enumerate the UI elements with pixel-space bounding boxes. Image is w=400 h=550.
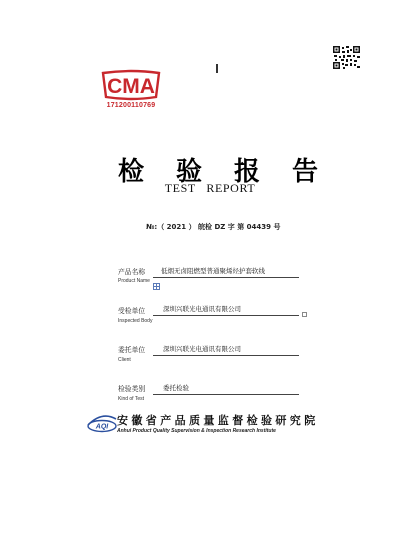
product-name-label-en: Product Name [118, 278, 150, 284]
report-title-english: TEST REPORT [164, 181, 256, 195]
inspected-body-label: 受检单位 [118, 307, 146, 315]
test-kind-underline [153, 394, 299, 395]
qr-code-icon [333, 46, 360, 69]
title-char: 告 [291, 157, 318, 187]
title-char: 报 [233, 157, 260, 187]
title-char: 验 [175, 157, 202, 187]
aqi-logo-text: AQI [95, 423, 109, 431]
cma-logo-text: CMA [107, 75, 155, 98]
product-name-underline [153, 277, 299, 278]
page-mark [216, 64, 218, 73]
inspected-body-label-en: Inspected Body [118, 318, 153, 324]
field-marker [302, 312, 307, 317]
test-kind-value: 委托检验 [163, 384, 189, 392]
client-value: 深圳兴联光电通讯有限公司 [163, 345, 241, 353]
client-label-en: Client [118, 357, 131, 363]
product-name-value: 低烟无卤阻燃型普通聚烯烃护套软线 [161, 267, 265, 275]
inspected-body-underline [153, 315, 299, 316]
inspected-body-value: 深圳兴联光电通讯有限公司 [163, 305, 241, 313]
cma-number: 171200110769 [106, 102, 156, 109]
test-kind-label: 检验类别 [118, 385, 146, 393]
report-number: №:（ 2021 ） 皖检 DZ 字 第 04439 号 [146, 223, 281, 231]
aqi-logo [86, 413, 118, 433]
expand-icon[interactable] [153, 283, 160, 290]
title-char: 检 [118, 157, 145, 187]
product-name-label: 产品名称 [118, 268, 146, 276]
institute-name-english: Anhui Product Quality Supervision & Inspection Research Institute [117, 428, 276, 434]
cma-logo [100, 69, 162, 101]
institute-name: 安徽省产品质量监督检验研究院 [117, 414, 319, 427]
client-label: 委托单位 [118, 346, 146, 354]
client-underline [153, 355, 299, 356]
test-kind-label-en: Kind of Test [118, 396, 145, 402]
